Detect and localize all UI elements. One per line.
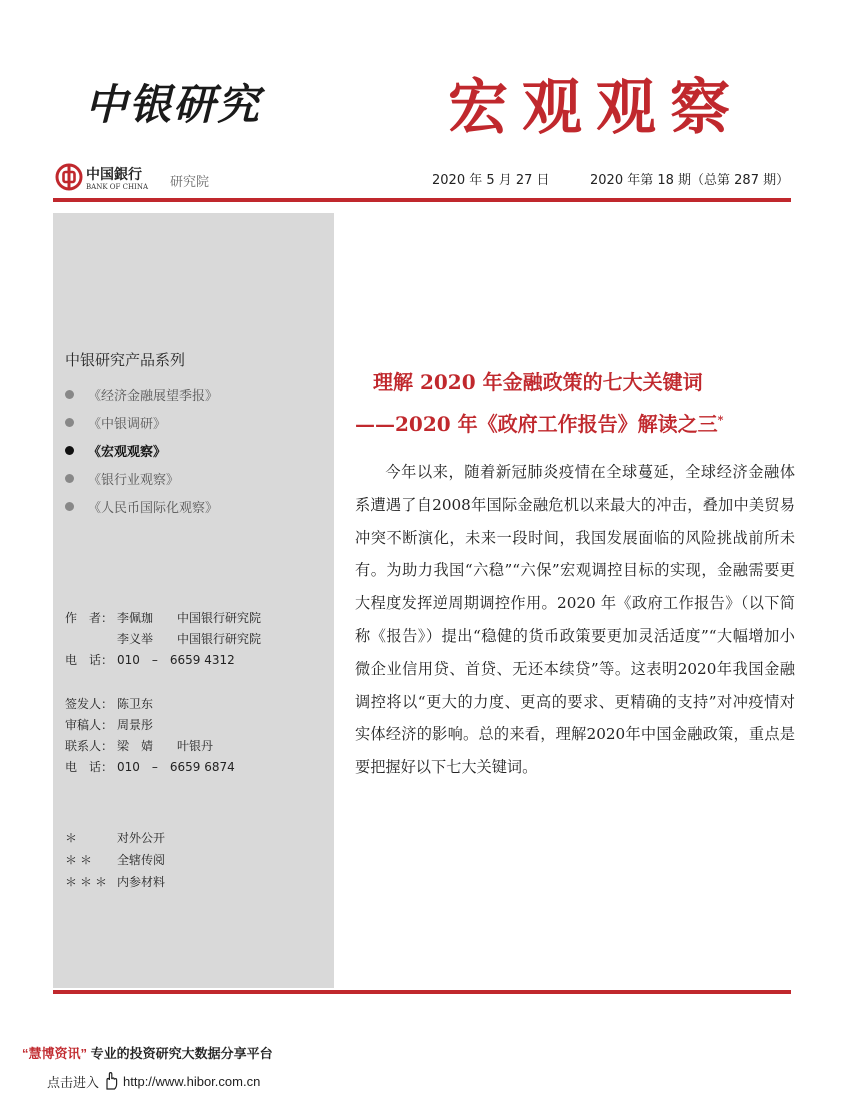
bullet-icon <box>65 446 74 455</box>
distribution-stars: ＊＊＊ <box>65 874 111 889</box>
author-row <box>65 628 261 649</box>
footnote-mark: * <box>717 413 724 427</box>
signer-row <box>65 693 235 714</box>
series-item-label: 《银行业观察》 <box>88 472 180 488</box>
link-prefix: 点击进入 <box>47 1074 100 1090</box>
author-phone-row <box>65 649 261 670</box>
series-item <box>65 380 218 408</box>
reviewer-label: 审稿人： <box>65 718 114 732</box>
hibor-link[interactable]: http://www.hibor.com.cn <box>123 1073 261 1089</box>
article-subtitle <box>355 408 723 437</box>
promo-banner <box>22 1043 273 1062</box>
bullet-icon <box>65 390 74 399</box>
contact-block <box>65 693 235 777</box>
bank-name-cn: 中国銀行 <box>86 167 142 183</box>
promo-quote-close: ” <box>80 1046 88 1061</box>
bullet-icon <box>65 418 74 427</box>
article-body: 今年以来，随着新冠肺炎疫情在全球蔓延，全球经济金融体系遭遇了自2008年国际金融危机以来最大的冲击，叠加中美贸易冲突不断演化，未来一段时间，我国发展面临的风险挑战前所未有。为助力我国“六稳”“六保”宏观调控目标的实现，金融需要更大程度发挥逆周期调控作用。2020 年《政府工作报告》（以下简称《报告》）提出“稳健的货币政策要更加灵活适度”“大幅增加小微企业信用贷、首贷、无还本续贷”等。这表明2020年我国金融调控将以“更大的力度、更高的要求、更精确的支持”对冲疫情对实体经济的影响。总的来看，理解2020年中国金融政策，重点是要把握好以下七大关键词。 <box>355 463 795 777</box>
series-list <box>65 380 218 520</box>
series-item-current <box>65 436 218 464</box>
phone-label: 电 话： <box>65 760 114 774</box>
distribution-row <box>65 848 165 870</box>
author-block <box>65 607 261 670</box>
series-item <box>65 464 218 492</box>
contact-label: 联系人： <box>65 739 114 753</box>
promo-link-row <box>47 1071 260 1091</box>
contact-name: 梁 婧 <box>117 739 154 753</box>
series-title: 中银研究产品系列 <box>65 351 186 369</box>
promo-text: 专业的投资研究大数据分享平台 <box>87 1046 273 1061</box>
series-item-label: 《经济金融展望季报》 <box>88 388 219 404</box>
series-item-label: 《人民币国际化观察》 <box>88 500 219 516</box>
reviewer-name: 周景彤 <box>117 718 154 732</box>
bank-name-en: BANK OF CHINA <box>86 183 149 191</box>
distribution-label: 内参材料 <box>117 874 166 889</box>
reviewer-row <box>65 714 235 735</box>
bullet-icon <box>65 474 74 483</box>
contact-phone-row <box>65 756 235 777</box>
author-org: 中国银行研究院 <box>177 632 262 646</box>
distribution-label: 对外公开 <box>117 830 166 845</box>
author-name: 李义举 <box>117 632 154 646</box>
promo-brand: 慧博资讯 <box>28 1046 81 1061</box>
bullet-icon <box>65 502 74 511</box>
series-item-label: 《中银调研》 <box>88 416 167 432</box>
issue-number: 2020 年第 18 期（总第 287 期） <box>590 173 790 188</box>
issue-date: 2020 年 5 月 27 日 <box>432 173 550 188</box>
author-org: 中国银行研究院 <box>177 611 262 625</box>
series-item <box>65 408 218 436</box>
series-item <box>65 492 218 520</box>
author-row <box>65 607 261 628</box>
distribution-legend <box>65 826 165 892</box>
contact-phone: 010 – 6659 6874 <box>117 760 235 774</box>
author-name: 李佩珈 <box>117 611 154 625</box>
masthead-title: 宏观观察 <box>448 73 744 143</box>
research-logo: 中银研究 <box>85 80 262 129</box>
contact-row <box>65 735 235 756</box>
distribution-label: 全辖传阅 <box>117 852 166 867</box>
institute-label: 研究院 <box>170 175 210 190</box>
author-phone: 010 – 6659 4312 <box>117 653 235 667</box>
footer-divider <box>53 990 791 994</box>
distribution-stars: ＊ <box>65 830 81 845</box>
series-item-label: 《宏观观察》 <box>88 444 167 460</box>
signer-label: 签发人： <box>65 697 114 711</box>
author-label: 作 者： <box>65 611 114 625</box>
distribution-row <box>65 826 165 848</box>
phone-label: 电 话： <box>65 653 114 667</box>
distribution-stars: ＊＊ <box>65 852 96 867</box>
hand-pointer-icon <box>101 1071 121 1091</box>
article-title: 理解 2020 年金融政策的七大关键词 <box>373 370 703 394</box>
signer-name: 陈卫东 <box>117 697 154 711</box>
promo-quote-open: “ <box>22 1046 29 1061</box>
contact-name: 叶银丹 <box>177 739 214 753</box>
bank-of-china-logo-icon <box>55 163 83 191</box>
article-subtitle-text: ——2020 年《政府工作报告》解读之三 <box>355 412 718 436</box>
header-divider <box>53 198 791 202</box>
distribution-row <box>65 870 165 892</box>
